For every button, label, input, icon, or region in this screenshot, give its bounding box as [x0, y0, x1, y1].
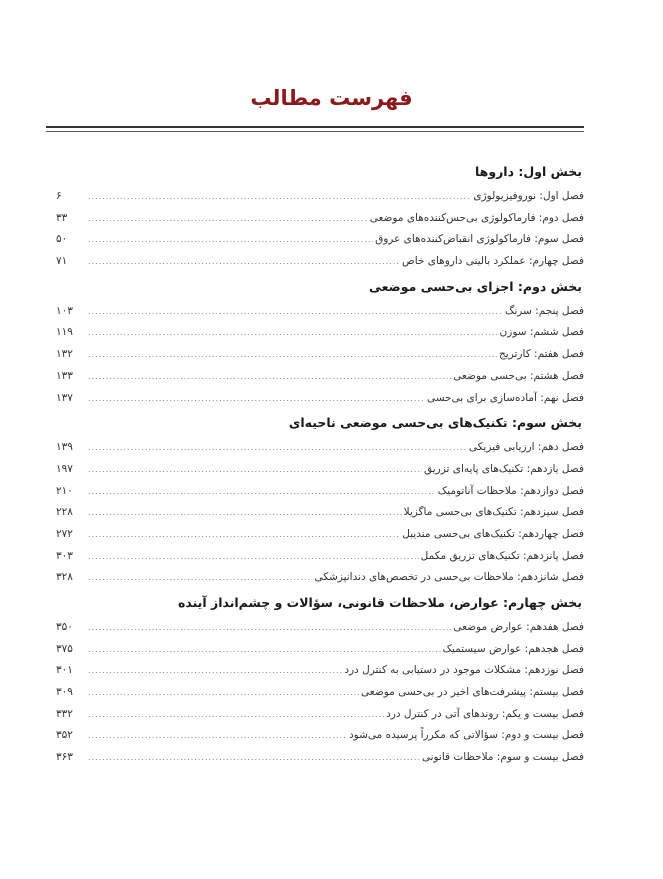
toc-entry[interactable] — [56, 660, 584, 682]
toc-entry[interactable] — [56, 567, 584, 589]
entry-page-number: ۳۶۳ — [56, 751, 73, 764]
entry-page-number: ۳۰۹ — [56, 686, 73, 699]
entry-page-number: ۵۰ — [56, 233, 68, 246]
toc-section — [56, 409, 584, 589]
entry-label: فصل سیزدهم: تکنیک‌های بی‌حسی ماگزیلا — [403, 506, 584, 519]
toc-entry[interactable] — [56, 186, 584, 208]
entry-page-number: ۱۱۹ — [56, 326, 73, 339]
entry-page-number: ۱۳۲ — [56, 348, 73, 361]
entry-label: فصل شانزدهم: ملاحظات بی‌حسی در تخصص‌های دندانپزشکی — [314, 571, 584, 584]
dot-leader — [88, 459, 422, 481]
toc-entry[interactable] — [56, 617, 584, 639]
entry-page-number: ۶ — [56, 190, 62, 202]
entry-page-number: ۳۵۰ — [56, 621, 73, 633]
entry-page-number: ۳۰۳ — [56, 549, 73, 562]
dot-leader — [88, 567, 312, 589]
entry-label: فصل بیست و دوم: سؤالاتی که مکرراً پرسیده می‌شود — [348, 729, 584, 742]
dot-leader — [88, 208, 368, 230]
entry-label: فصل دهم: ارزیابی فیزیکی — [468, 441, 584, 454]
entry-page-number: ۲۱۰ — [56, 484, 73, 497]
table-of-contents — [56, 158, 584, 769]
section-title: بخش دوم: اجزای بی‌حسی موضعی — [368, 278, 582, 294]
toc-section — [56, 273, 584, 409]
dot-leader — [88, 747, 420, 769]
toc-entry[interactable] — [56, 388, 584, 410]
entry-page-number: ۷۱ — [56, 255, 68, 268]
entry-page-number: ۳۲۸ — [56, 571, 73, 584]
toc-entry[interactable] — [56, 229, 584, 251]
dot-leader — [88, 322, 498, 344]
dot-leader — [88, 481, 436, 503]
entry-label: فصل چهارم: عملکرد بالینی داروهای خاص — [402, 255, 584, 268]
dot-leader — [88, 725, 347, 747]
entry-label: فصل دوم: فارماکولوژی بی‌حس‌کننده‌های موضعی — [369, 211, 584, 224]
entry-page-number: ۱۳۳ — [56, 369, 73, 382]
toc-entry[interactable] — [56, 481, 584, 503]
title-rule-thick — [46, 126, 584, 128]
entry-label: فصل بیستم: پیشرفت‌های اخیر در بی‌حسی موضعی — [361, 686, 584, 699]
entry-label: فصل هشتم: بی‌حسی موضعی — [453, 369, 584, 382]
toc-entry[interactable] — [56, 682, 584, 704]
entry-label: فصل اول: نوروفیزیولوژی — [473, 190, 584, 202]
entry-label: فصل نوزدهم: مشکلات موجود در دستیابی به کنترل درد — [344, 664, 584, 677]
entry-page-number: ۲۲۸ — [56, 506, 73, 519]
dot-leader — [88, 251, 400, 273]
toc-entry[interactable] — [56, 251, 584, 273]
toc-entry[interactable] — [56, 747, 584, 769]
toc-entry[interactable] — [56, 524, 584, 546]
toc-entry[interactable] — [56, 459, 584, 481]
dot-leader — [88, 186, 471, 208]
dot-leader — [88, 502, 402, 524]
entry-page-number: ۳۷۵ — [56, 642, 73, 655]
toc-section — [56, 158, 584, 273]
entry-label: فصل بیست و یکم: روندهای آتی در کنترل درد — [386, 707, 584, 720]
entry-label: فصل پنجم: سرنگ — [504, 304, 584, 317]
entry-label: فصل یازدهم: تکنیک‌های پایه‌ای تزریق — [423, 462, 584, 475]
toc-entry[interactable] — [56, 725, 584, 747]
dot-leader — [88, 524, 400, 546]
entry-label: فصل هجدهم: عوارض سیستمیک — [442, 642, 584, 655]
entry-label: فصل پانزدهم: تکنیک‌های تزریق مکمل — [420, 549, 584, 562]
toc-entry[interactable] — [56, 366, 584, 388]
toc-entry[interactable] — [56, 208, 584, 230]
section-title: بخش اول: داروها — [474, 164, 582, 179]
dot-leader — [88, 301, 503, 323]
dot-leader — [88, 682, 359, 704]
dot-leader — [88, 639, 441, 661]
section-title: بخش سوم: تکنیک‌های بی‌حسی موضعی ناحیه‌ای — [288, 415, 582, 431]
dot-leader — [88, 437, 467, 459]
entry-page-number: ۳۵۲ — [56, 729, 73, 742]
dot-leader — [88, 388, 425, 410]
entry-page-number: ۳۳۲ — [56, 707, 73, 720]
entry-page-number: ۱۰۳ — [56, 304, 73, 317]
entry-page-number: ۳۳ — [56, 211, 68, 224]
dot-leader — [88, 660, 342, 682]
dot-leader — [88, 229, 373, 251]
toc-section — [56, 589, 584, 769]
entry-label: فصل هفدهم: عوارض موضعی — [453, 621, 584, 633]
dot-leader — [88, 704, 384, 726]
toc-entry[interactable] — [56, 704, 584, 726]
toc-entry[interactable] — [56, 502, 584, 524]
toc-entry[interactable] — [56, 344, 584, 366]
entry-page-number: ۱۳۷ — [56, 391, 73, 404]
entry-label: فصل نهم: آماده‌سازی برای بی‌حسی — [426, 391, 584, 404]
toc-entry[interactable] — [56, 301, 584, 323]
entry-label: فصل دوازدهم: ملاحظات آناتومیک — [437, 484, 584, 497]
entry-page-number: ۱۳۹ — [56, 441, 73, 454]
dot-leader — [88, 617, 451, 639]
toc-entry[interactable] — [56, 437, 584, 459]
toc-entry[interactable] — [56, 322, 584, 344]
dot-leader — [88, 366, 451, 388]
toc-entry[interactable] — [56, 546, 584, 568]
entry-label: فصل هفتم: کارتریج — [499, 348, 584, 361]
dot-leader — [88, 344, 497, 366]
page-title: فهرست مطالب — [250, 86, 413, 110]
entry-label: فصل بیست و سوم: ملاحظات قانونی — [421, 751, 584, 764]
entry-label: فصل سوم: فارماکولوژی انقباض‌کننده‌های عروق — [375, 233, 584, 246]
dot-leader — [88, 546, 419, 568]
entry-page-number: ۱۹۷ — [56, 462, 73, 475]
entry-label: فصل چهاردهم: تکنیک‌های بی‌حسی مندیبل — [402, 527, 584, 540]
entry-page-number: ۲۷۲ — [56, 527, 73, 540]
toc-entry[interactable] — [56, 639, 584, 661]
entry-page-number: ۳۰۱ — [56, 664, 73, 677]
section-title: بخش چهارم: عوارض، ملاحظات قانونی، سؤالات و چشم‌انداز آینده — [177, 595, 582, 610]
title-rule-thin — [46, 131, 584, 132]
entry-label: فصل ششم: سوزن — [499, 326, 584, 339]
